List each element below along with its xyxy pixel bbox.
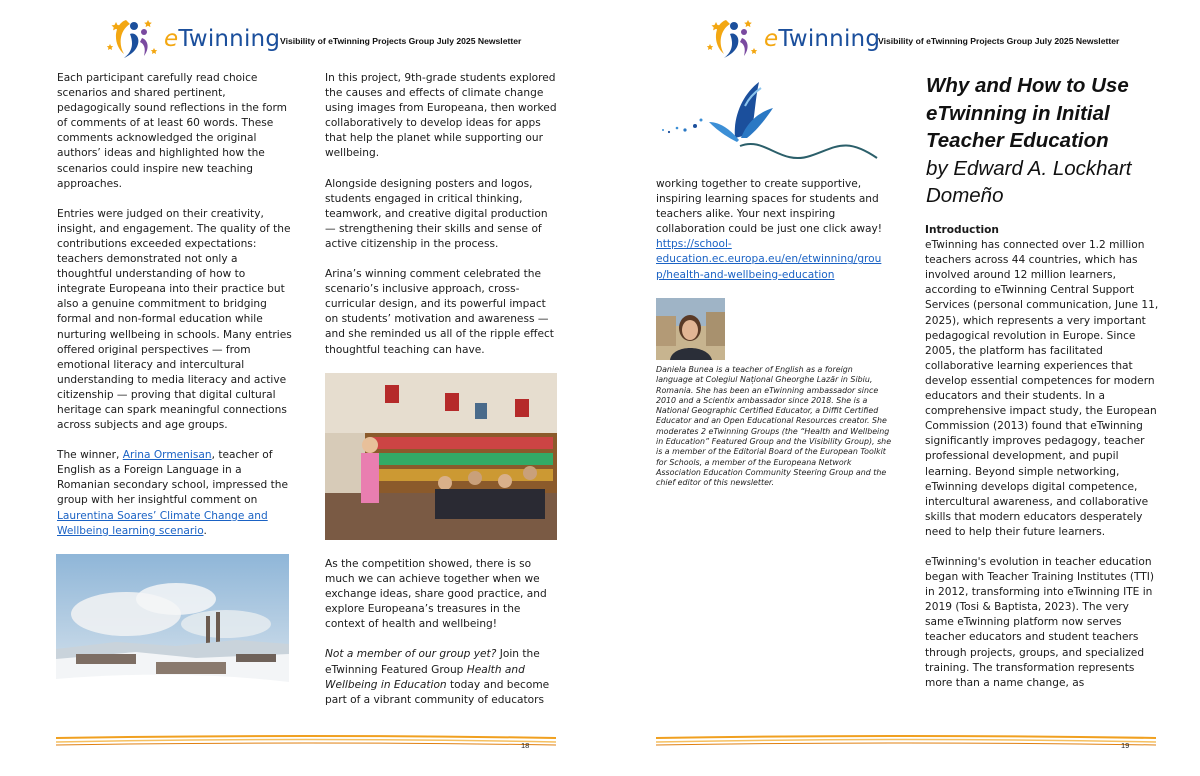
author-portrait-photo	[656, 298, 725, 360]
butterfly-wave-graphic	[655, 76, 880, 174]
link-learning-scenario[interactable]: Laurentina Soares’ Climate Change and Wellbeing learning scenario	[57, 509, 268, 537]
link-arina-ormenisan[interactable]: Arina Ormenisan	[122, 449, 212, 462]
section-heading-introduction: Introduction	[925, 224, 999, 236]
paragraph: The winner, Arina Ormenisan, teacher of English as a Foreign Language in a Romanian secondary school, impressed the group with her insightful comment on Laurentina Soares’ Climate Change and Wellbeing learning scenario.	[57, 449, 289, 537]
newsletter-header-title: Visibility of eTwinning Projects Group July 2025 Newsletter	[878, 36, 1120, 46]
paragraph: Not a member of our group yet? Join the eTwinning Featured Group Health and Wellbeing in Education today and become part of a vibrant community of educators	[325, 648, 550, 706]
author-bio-caption: Daniela Bunea is a teacher of English as a foreign language at Colegiul Național Gheorghe Lazăr in Sibiu, Romania. She has been an eTwinning ambassador since 2010 and a Scientix ambassador since 2018. She is a National Geographic Certified Educator, a Diffit Certified Educator and an Open Educational Resources creator. She moderates 2 eTwinning Groups (the “Health and Wellbeing in Education” Featured Group and the Visibility Group), she is a member of the Editorial Board of the European Toolkit for Schools, a member of the Europeana Network Association Education Community Steering Group and the chief editor of this newsletter.	[656, 365, 892, 488]
left-column-2-lower	[325, 557, 561, 723]
etwinning-logo	[104, 14, 281, 62]
paragraph: Entries were judged on their creativity, insight, and engagement. The quality of the contributions exceeded expectations: teachers demonstrated not only a thoughtful understanding of how to integrate Europeana into their practice but also a genuine commitment to bridging formal and non-formal education while nurturing wellbeing in schools. Many entries offered original perspectives — from emotional literacy and intercultural understanding to media literacy and active citizenship — proving that digital cultural heritage can spark meaningful connections across subjects and age groups.	[57, 207, 292, 432]
article-title-block	[926, 72, 1176, 210]
page-number: 19	[1121, 741, 1130, 750]
newsletter-page-19	[600, 0, 1200, 776]
left-column-2	[325, 71, 561, 373]
paragraph: Each participant carefully read choice scenarios and shared pertinent, pedagogically sound reflections in the form of comments of at least 60 words. These comments acknowledged the original authors’ ideas and highlighted how the scenarios could inspire new teaching approaches.	[57, 72, 288, 190]
footer-wave-line	[656, 734, 1156, 748]
etwinning-logo	[704, 14, 881, 62]
etwinning-figures-icon	[104, 14, 164, 62]
paragraph: As the competition showed, there is so much we can achieve together when we exchange ideas, share good practice, and explore Europeana’s treasures in the context of health and wellbeing!	[325, 558, 547, 631]
page-number: 18	[521, 741, 530, 750]
right-column-1	[656, 177, 892, 283]
health-wellbeing-group-link[interactable]: https://school- education.ec.europa.eu/en/etwinning/grou p/health-and-wellbeing-education	[656, 238, 882, 281]
classroom-library-photo	[325, 373, 557, 540]
logo-wordmark: eTwinning	[764, 26, 881, 52]
article-byline: by Edward A. Lockhart Domeño	[926, 156, 1132, 207]
logo-wordmark: eTwinning	[164, 26, 281, 52]
paragraph: In this project, 9th-grade students explored the causes and effects of climate change using images from Europeana, then worked collaboratively to develop ideas for apps that help the planet while supporting our wellbeing.	[325, 72, 557, 160]
etwinning-figures-icon	[704, 14, 764, 62]
article-body	[925, 223, 1161, 706]
paragraph: working together to create supportive, inspiring learning spaces for students and teachers alike. Your next inspiring collaboration could be just one click away!	[656, 178, 883, 236]
paragraph: eTwinning's evolution in teacher education began with Teacher Training Institutes (TTI) in 2012, transforming into eTwinning ITE in 2019 (Tosi & Baptista, 2023). The very same eTwinning platform now serves teacher educators and student teachers through projects, groups, and specialized training. The transformation represents more than a name change, as	[925, 555, 1155, 689]
newsletter-header-title: Visibility of eTwinning Projects Group July 2025 Newsletter	[280, 36, 522, 46]
paragraph: eTwinning has connected over 1.2 million teachers across 44 countries, which has involved around 12 million learners, according to eTwinning Central Support Services (personal communication, June 11, 2025), which represents a very important pedagogical revolution in Europe. Since 2005, the platform has facilitated collaborative learning experiences that develop essential competences for modern educators and their students. In a comprehensive impact study, the European Commission (2013) found that eTwinning significantly improves pedagogy, teacher professional development, and pupil learning. Beyond simple networking, eTwinning develops digital competence, intercultural awareness, and collaborative skills that modern educators desperately need to help their future learners.	[925, 239, 1159, 538]
left-column-1	[57, 71, 293, 554]
article-title: Why and How to Use eTwinning in Initial Teacher Education	[926, 74, 1129, 152]
industrial-winter-photo	[56, 554, 289, 702]
paragraph: Alongside designing posters and logos, students engaged in critical thinking, teamwork, and creative digital production — strengthening their skills and sense of active citizenship in the process.	[325, 177, 548, 250]
footer-wave-line	[56, 734, 556, 748]
paragraph: Arina’s winning comment celebrated the scenario’s inclusive approach, cross-curricular design, and its powerful impact on students’ motivation and awareness — and she reminded us all of the ripple effect thoughtful teaching can have.	[325, 268, 554, 356]
